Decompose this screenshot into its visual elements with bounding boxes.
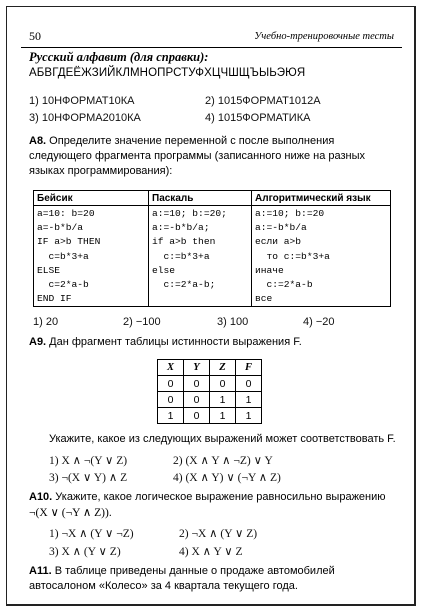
prev-option-2: 2) 1015ФОРМАТ1012А xyxy=(205,95,321,107)
truth-cell: 0 xyxy=(184,376,210,392)
a8-answer-2: 2) −100 xyxy=(123,316,161,328)
truth-cell: 0 xyxy=(184,408,210,424)
code-line: иначе xyxy=(255,264,284,276)
truth-cell: 1 xyxy=(236,392,262,408)
code-line: c=2*a-b xyxy=(37,278,89,290)
code-line: то c:=b*3+a xyxy=(255,250,330,262)
column-header-basic: Бейсик xyxy=(34,191,149,206)
code-line: все xyxy=(255,293,273,305)
algo-code xyxy=(252,206,391,307)
book-page xyxy=(6,6,416,606)
truth-header-z: Z xyxy=(210,360,236,376)
column-header-pascal: Паскаль xyxy=(149,191,252,206)
code-line: c=b*3+a xyxy=(37,250,89,262)
truth-cell: 0 xyxy=(158,392,184,408)
truth-cell: 0 xyxy=(210,376,236,392)
page-number: 50 xyxy=(29,29,41,43)
table-row xyxy=(158,392,262,408)
code-line: c:=b*3+a xyxy=(152,250,210,262)
a10-answer-2: 2) ¬X ∧ (Y ∨ Z) xyxy=(179,528,258,540)
truth-table xyxy=(157,359,262,424)
prev-option-3: 3) 10НФОРМА2010КА xyxy=(29,112,141,124)
question-a9-text: Дан фрагмент таблицы истинности выражения F. xyxy=(46,336,302,348)
code-line: c:=2*a-b; xyxy=(152,278,216,290)
a10-answer-1: 1) ¬X ∧ (Y ∨ ¬Z) xyxy=(49,528,134,540)
a10-answer-4: 4) X ∧ Y ∨ Z xyxy=(179,546,243,558)
code-line: a:=10; b:=20; xyxy=(152,208,227,219)
code-line: END IF xyxy=(37,293,72,305)
question-a9-number: A9. xyxy=(29,336,47,348)
alphabet-letters: АБВГДЕЁЖЗИЙКЛМНОПРСТУФХЦЧШЩЪЫЬЭЮЯ xyxy=(29,67,306,79)
code-line: a:=10; b:=20 xyxy=(255,208,325,219)
truth-cell: 1 xyxy=(210,392,236,408)
a9-answer-1: 1) X ∧ ¬(Y ∨ Z) xyxy=(49,455,128,467)
question-a8-text: Определите значение переменной c после выполнения следующего фрагмента программы (записанного ниже на разных языках программирования): xyxy=(29,135,366,177)
question-a9 xyxy=(29,335,393,350)
column-header-algo: Алгоритмический язык xyxy=(252,191,391,206)
a8-answer-4: 4) −20 xyxy=(303,316,335,328)
prev-option-1: 1) 10НФОРМАТ10КА xyxy=(29,95,135,107)
code-line: a:=-b*b/a xyxy=(255,222,307,234)
question-a10-number: A10. xyxy=(29,491,53,503)
truth-cell: 1 xyxy=(158,408,184,424)
truth-cell: 0 xyxy=(236,376,262,392)
a10-answer-3: 3) X ∧ (Y ∨ Z) xyxy=(49,546,121,558)
code-line: c:=2*a-b xyxy=(255,278,313,290)
question-a11 xyxy=(29,564,393,594)
question-a10-expression: ¬(X ∨ (¬Y ∧ Z)). xyxy=(29,507,112,519)
question-a11-text: В таблице приведены данные о продаже автомобилей автосалоном «Колесо» за 4 квартала текущего года. xyxy=(29,565,335,592)
code-line: a=-b*b/a xyxy=(37,222,84,234)
table-row xyxy=(158,408,262,424)
code-line: if a>b then xyxy=(152,236,216,248)
code-line: else xyxy=(152,264,176,276)
a9-answer-2: 2) (X ∧ Y ∧ ¬Z) ∨ Y xyxy=(173,455,273,467)
code-line: ELSE xyxy=(37,264,61,276)
truth-cell: 1 xyxy=(210,408,236,424)
a8-answer-3: 3) 100 xyxy=(217,316,249,328)
truth-cell: 1 xyxy=(236,408,262,424)
question-a8-number: A8. xyxy=(29,135,47,147)
a9-answer-4: 4) (X ∧ Y) ∨ (¬Y ∧ Z) xyxy=(173,472,281,484)
question-a11-number: A11. xyxy=(29,565,52,577)
running-header: Учебно-тренировочные тесты xyxy=(254,31,394,42)
basic-code xyxy=(34,206,149,307)
question-a10-text: Укажите, какое логическое выражение равносильно выражению xyxy=(52,491,386,503)
code-line: IF a>b THEN xyxy=(37,236,101,248)
truth-header-x: X xyxy=(158,360,184,376)
code-line: a:=-b*b/a; xyxy=(152,222,210,234)
truth-header-y: Y xyxy=(184,360,210,376)
pascal-code xyxy=(149,206,252,307)
a8-answer-1: 1) 20 xyxy=(33,316,59,328)
table-row xyxy=(158,376,262,392)
code-line: a=10: b=20 xyxy=(37,208,95,219)
code-line: если a>b xyxy=(255,236,302,248)
a9-answer-3: 3) ¬(X ∨ Y) ∧ Z xyxy=(49,472,128,484)
truth-cell: 0 xyxy=(184,392,210,408)
header-rule xyxy=(21,47,402,48)
alphabet-title: Русский алфавит (для справки): xyxy=(29,50,209,64)
truth-cell: 0 xyxy=(158,376,184,392)
truth-header-f: F xyxy=(236,360,262,376)
a9-prompt: Укажите, какое из следующих выражений может соответствовать F. xyxy=(49,433,396,445)
question-a8 xyxy=(29,134,393,179)
program-table xyxy=(33,190,391,307)
prev-option-4: 4) 1015ФОРМАТИКА xyxy=(205,112,311,124)
question-a10 xyxy=(29,490,386,505)
